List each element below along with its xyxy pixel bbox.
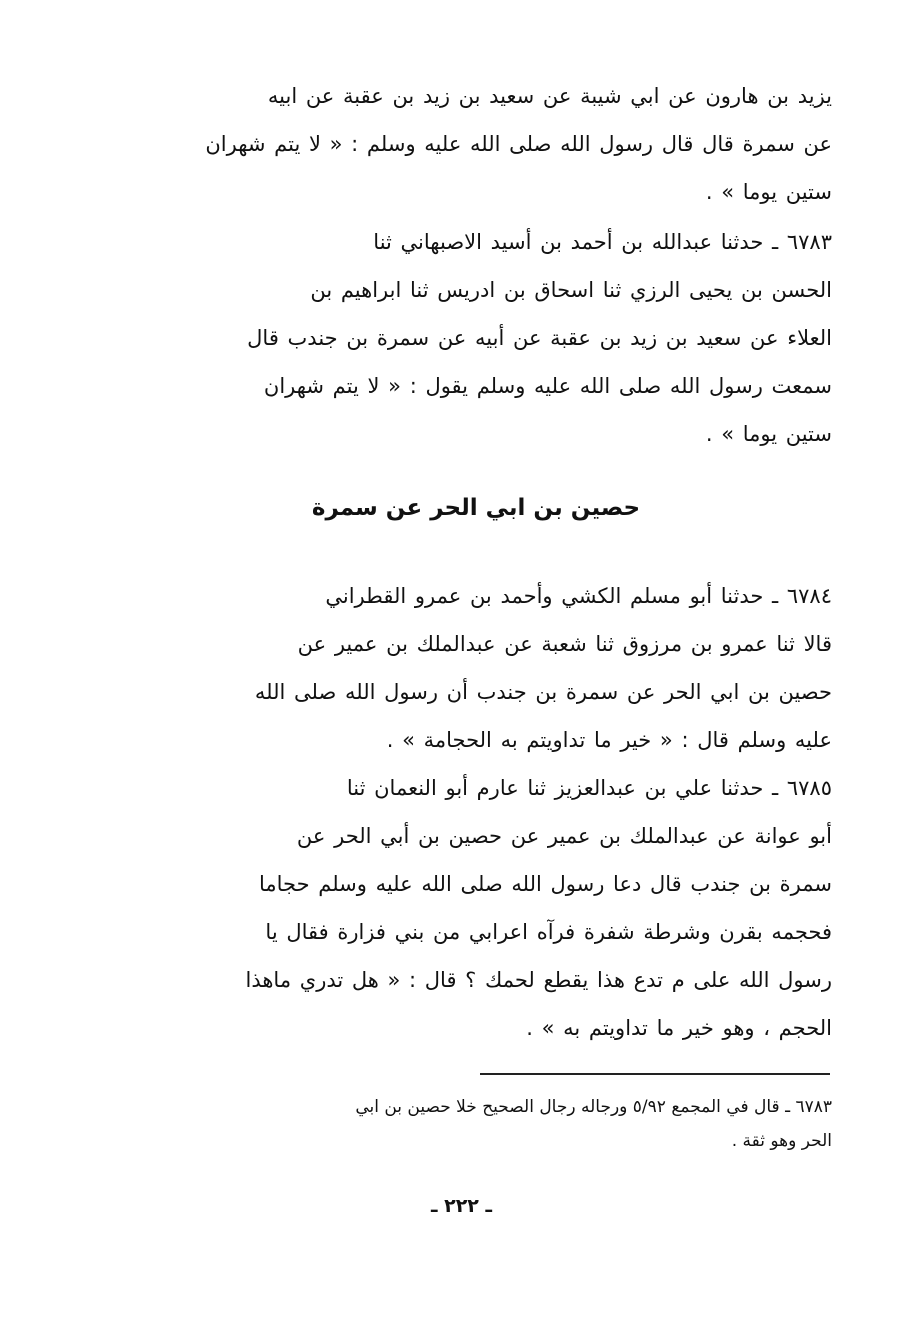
hadith-6784-paragraph bbox=[120, 572, 832, 764]
hadith-6785-paragraph bbox=[120, 764, 832, 1052]
hadith-6783-paragraph bbox=[120, 218, 832, 458]
text-line: حصين بن ابي الحر عن سمرة بن جندب أن رسول الله صلى الله bbox=[254, 680, 832, 704]
text-line: الحجم ، وهو خير ما تداويتم به » . bbox=[526, 1016, 832, 1040]
text-line: رسول الله على م تدع هذا يقطع لحمك ؟ قال : « هل تدري ماهذا bbox=[245, 968, 832, 992]
text-line: العلاء عن سعيد بن زيد بن عقبة عن أبيه عن سمرة بن جندب قال bbox=[247, 326, 832, 350]
footnote-6783 bbox=[120, 1090, 832, 1158]
text-line: يزيد بن هارون عن ابي شيبة عن سعيد بن زيد بن عقبة عن ابيه bbox=[267, 84, 832, 108]
text-line: سمعت رسول الله صلى الله عليه وسلم يقول : « لا يتم شهران bbox=[263, 374, 832, 398]
text-line: أبو عوانة عن عبدالملك بن عمير عن حصين بن أبي الحر عن bbox=[296, 824, 832, 848]
section-heading: حصين بن ابي الحر عن سمرة bbox=[311, 495, 641, 521]
text-line: فحجمه بقرن وشرطة شفرة فرآه اعرابي من بني فزارة فقال يا bbox=[265, 920, 832, 944]
text-line: ٦٧٨٥ ـ حدثنا علي بن عبدالعزيز ثنا عارم أبو النعمان ثنا bbox=[346, 776, 832, 800]
footnote-line: ٦٧٨٣ ـ قال في المجمع ٥/٩٢ ورجاله رجال الصحيح خلا حصين بن ابي bbox=[355, 1097, 832, 1117]
text-line: ستين يوما » . bbox=[705, 422, 832, 446]
footnote-line: الحر وهو ثقة . bbox=[731, 1131, 832, 1151]
text-line: ٦٧٨٤ ـ حدثنا أبو مسلم الكشي وأحمد بن عمرو القطراني bbox=[325, 584, 832, 608]
text-line: قالا ثنا عمرو بن مرزوق ثنا شعبة عن عبدالملك بن عمير عن bbox=[297, 632, 832, 656]
text-line: عليه وسلم قال : « خير ما تداويتم به الحجامة » . bbox=[386, 728, 832, 752]
text-line: عن سمرة قال قال رسول الله صلى الله عليه وسلم : « لا يتم شهران bbox=[205, 132, 832, 156]
hadith-continuation-paragraph bbox=[120, 72, 832, 216]
text-line: الحسن بن يحيى الرزي ثنا اسحاق بن ادريس ثنا ابراهيم بن bbox=[310, 278, 832, 302]
page-number: ـ ٢٢٢ ـ bbox=[430, 1195, 492, 1217]
text-line: سمرة بن جندب قال دعا رسول الله صلى الله عليه وسلم حجاما bbox=[258, 872, 832, 896]
text-line: ستين يوما » . bbox=[705, 180, 832, 204]
text-line: ٦٧٨٣ ـ حدثنا عبدالله بن أحمد بن أسيد الاصبهاني ثنا bbox=[373, 230, 832, 254]
footnote-divider bbox=[480, 1073, 830, 1075]
